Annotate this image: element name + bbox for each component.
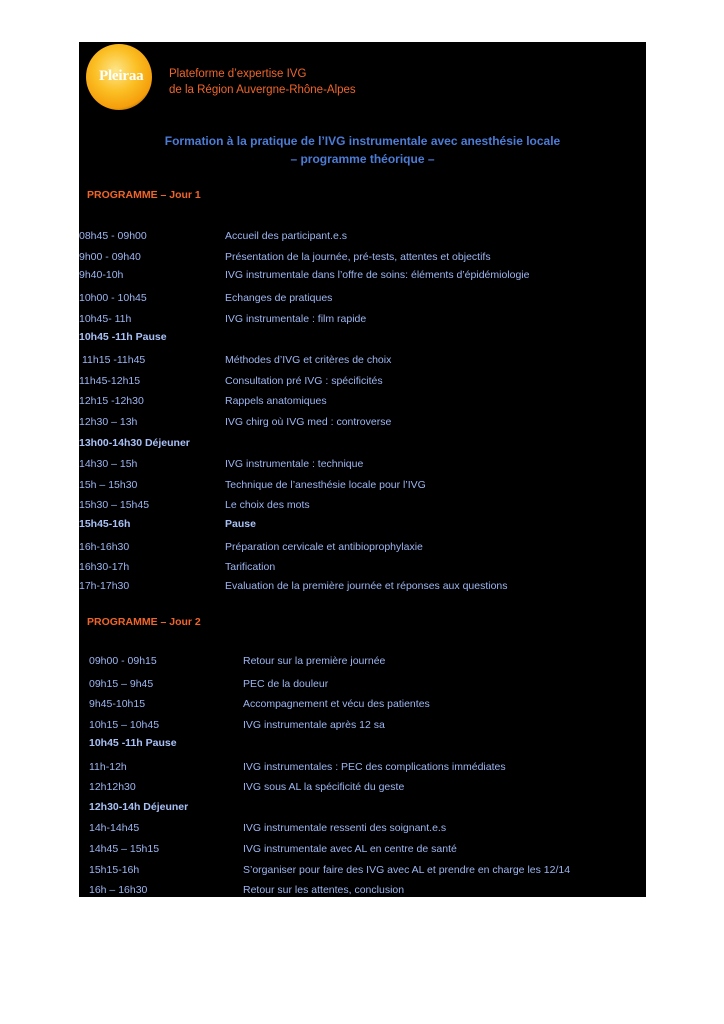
row-activity: Accueil des participant.e.s xyxy=(225,230,347,242)
row-activity: Rappels anatomiques xyxy=(225,395,327,407)
row-time: 15h15-16h xyxy=(89,864,140,876)
row-activity: S’organiser pour faire des IVG avec AL et prendre en charge les 12/14 xyxy=(243,864,571,876)
organization-name xyxy=(169,66,356,98)
logo-text: Pleiraa xyxy=(99,68,144,84)
row-activity: Pause xyxy=(225,518,256,530)
row-activity: Echanges de pratiques xyxy=(225,292,333,304)
row-activity: IVG instrumentale après 12 sa xyxy=(243,719,385,731)
row-time: 10h45 -11h Pause xyxy=(79,331,167,343)
day2-heading: PROGRAMME – Jour 2 xyxy=(87,616,201,628)
row-time: 10h15 – 10h45 xyxy=(89,719,160,731)
document-page xyxy=(79,42,646,897)
day1-heading: PROGRAMME – Jour 1 xyxy=(87,189,201,201)
row-time: 9h00 - 09h40 xyxy=(79,251,141,263)
title-line-1: Formation à la pratique de l’IVG instrumentale avec anesthésie locale xyxy=(164,134,561,148)
row-activity: IVG instrumentale : film rapide xyxy=(225,313,367,325)
row-time: 12h15 -12h30 xyxy=(79,395,144,407)
row-activity: Le choix des mots xyxy=(225,499,310,511)
row-activity: PEC de la douleur xyxy=(243,678,329,690)
row-time: 13h00-14h30 Déjeuner xyxy=(79,437,190,449)
row-time: 12h30-14h Déjeuner xyxy=(89,801,189,813)
row-activity: IVG instrumentale avec AL en centre de santé xyxy=(243,843,457,855)
row-time: 09h00 - 09h15 xyxy=(89,655,157,667)
row-time: 11h45-12h15 xyxy=(79,375,141,387)
row-time: 9h40-10h xyxy=(79,269,124,281)
row-activity: Evaluation de la première journée et réponses aux questions xyxy=(225,580,508,592)
row-time: 15h45-16h xyxy=(79,518,131,530)
row-activity: IVG chirg où IVG med : controverse xyxy=(225,416,392,428)
page-title xyxy=(79,132,646,168)
row-time: 12h12h30 xyxy=(89,781,136,793)
row-activity: Présentation de la journée, pré-tests, attentes et objectifs xyxy=(225,251,491,263)
row-activity: Accompagnement et vécu des patientes xyxy=(243,698,430,710)
row-time: 16h-16h30 xyxy=(79,541,130,553)
row-time: 08h45 - 09h00 xyxy=(79,230,147,242)
row-activity: Technique de l’anesthésie locale pour l’IVG xyxy=(225,479,426,491)
row-time: 10h45- 11h xyxy=(79,313,132,325)
row-activity: Consultation pré IVG : spécificités xyxy=(225,375,383,387)
row-time: 17h-17h30 xyxy=(79,580,130,592)
row-time: 12h30 – 13h xyxy=(79,416,138,428)
title-line-2: – programme théorique – xyxy=(290,152,435,166)
row-activity: Préparation cervicale et antibioprophylaxie xyxy=(225,541,423,553)
row-time: 14h-14h45 xyxy=(89,822,140,834)
row-activity: Tarification xyxy=(225,561,276,573)
row-time: 14h45 – 15h15 xyxy=(89,843,160,855)
row-activity: IVG sous AL la spécificité du geste xyxy=(243,781,405,793)
row-activity: IVG instrumentale dans l’offre de soins: éléments d’épidémiologie xyxy=(225,269,530,281)
row-time: 11h15 -11h45 xyxy=(82,354,146,366)
row-time: 15h30 – 15h45 xyxy=(79,499,150,511)
row-time: 16h – 16h30 xyxy=(89,884,148,896)
row-time: 14h30 – 15h xyxy=(79,458,138,470)
row-time: 11h-12h xyxy=(89,761,127,773)
row-time: 10h45 -11h Pause xyxy=(89,737,177,749)
row-time: 16h30-17h xyxy=(79,561,130,573)
org-line-2: de la Région Auvergne-Rhône-Alpes xyxy=(169,84,356,96)
row-activity: IVG instrumentale ressenti des soignant.e.s xyxy=(243,822,447,834)
row-time: 10h00 - 10h45 xyxy=(79,292,147,304)
row-time: 9h45-10h15 xyxy=(89,698,146,710)
org-line-1: Plateforme d’expertise IVG xyxy=(169,68,307,80)
row-time: 09h15 – 9h45 xyxy=(89,678,154,690)
row-activity: Retour sur les attentes, conclusion xyxy=(243,884,405,896)
row-activity: IVG instrumentale : technique xyxy=(225,458,364,470)
row-time: 15h – 15h30 xyxy=(79,479,138,491)
row-activity: Méthodes d’IVG et critères de choix xyxy=(225,354,392,366)
row-activity: IVG instrumentales : PEC des complications immédiates xyxy=(243,761,506,773)
row-activity: Retour sur la première journée xyxy=(243,655,386,667)
pleiraa-logo xyxy=(86,44,152,110)
